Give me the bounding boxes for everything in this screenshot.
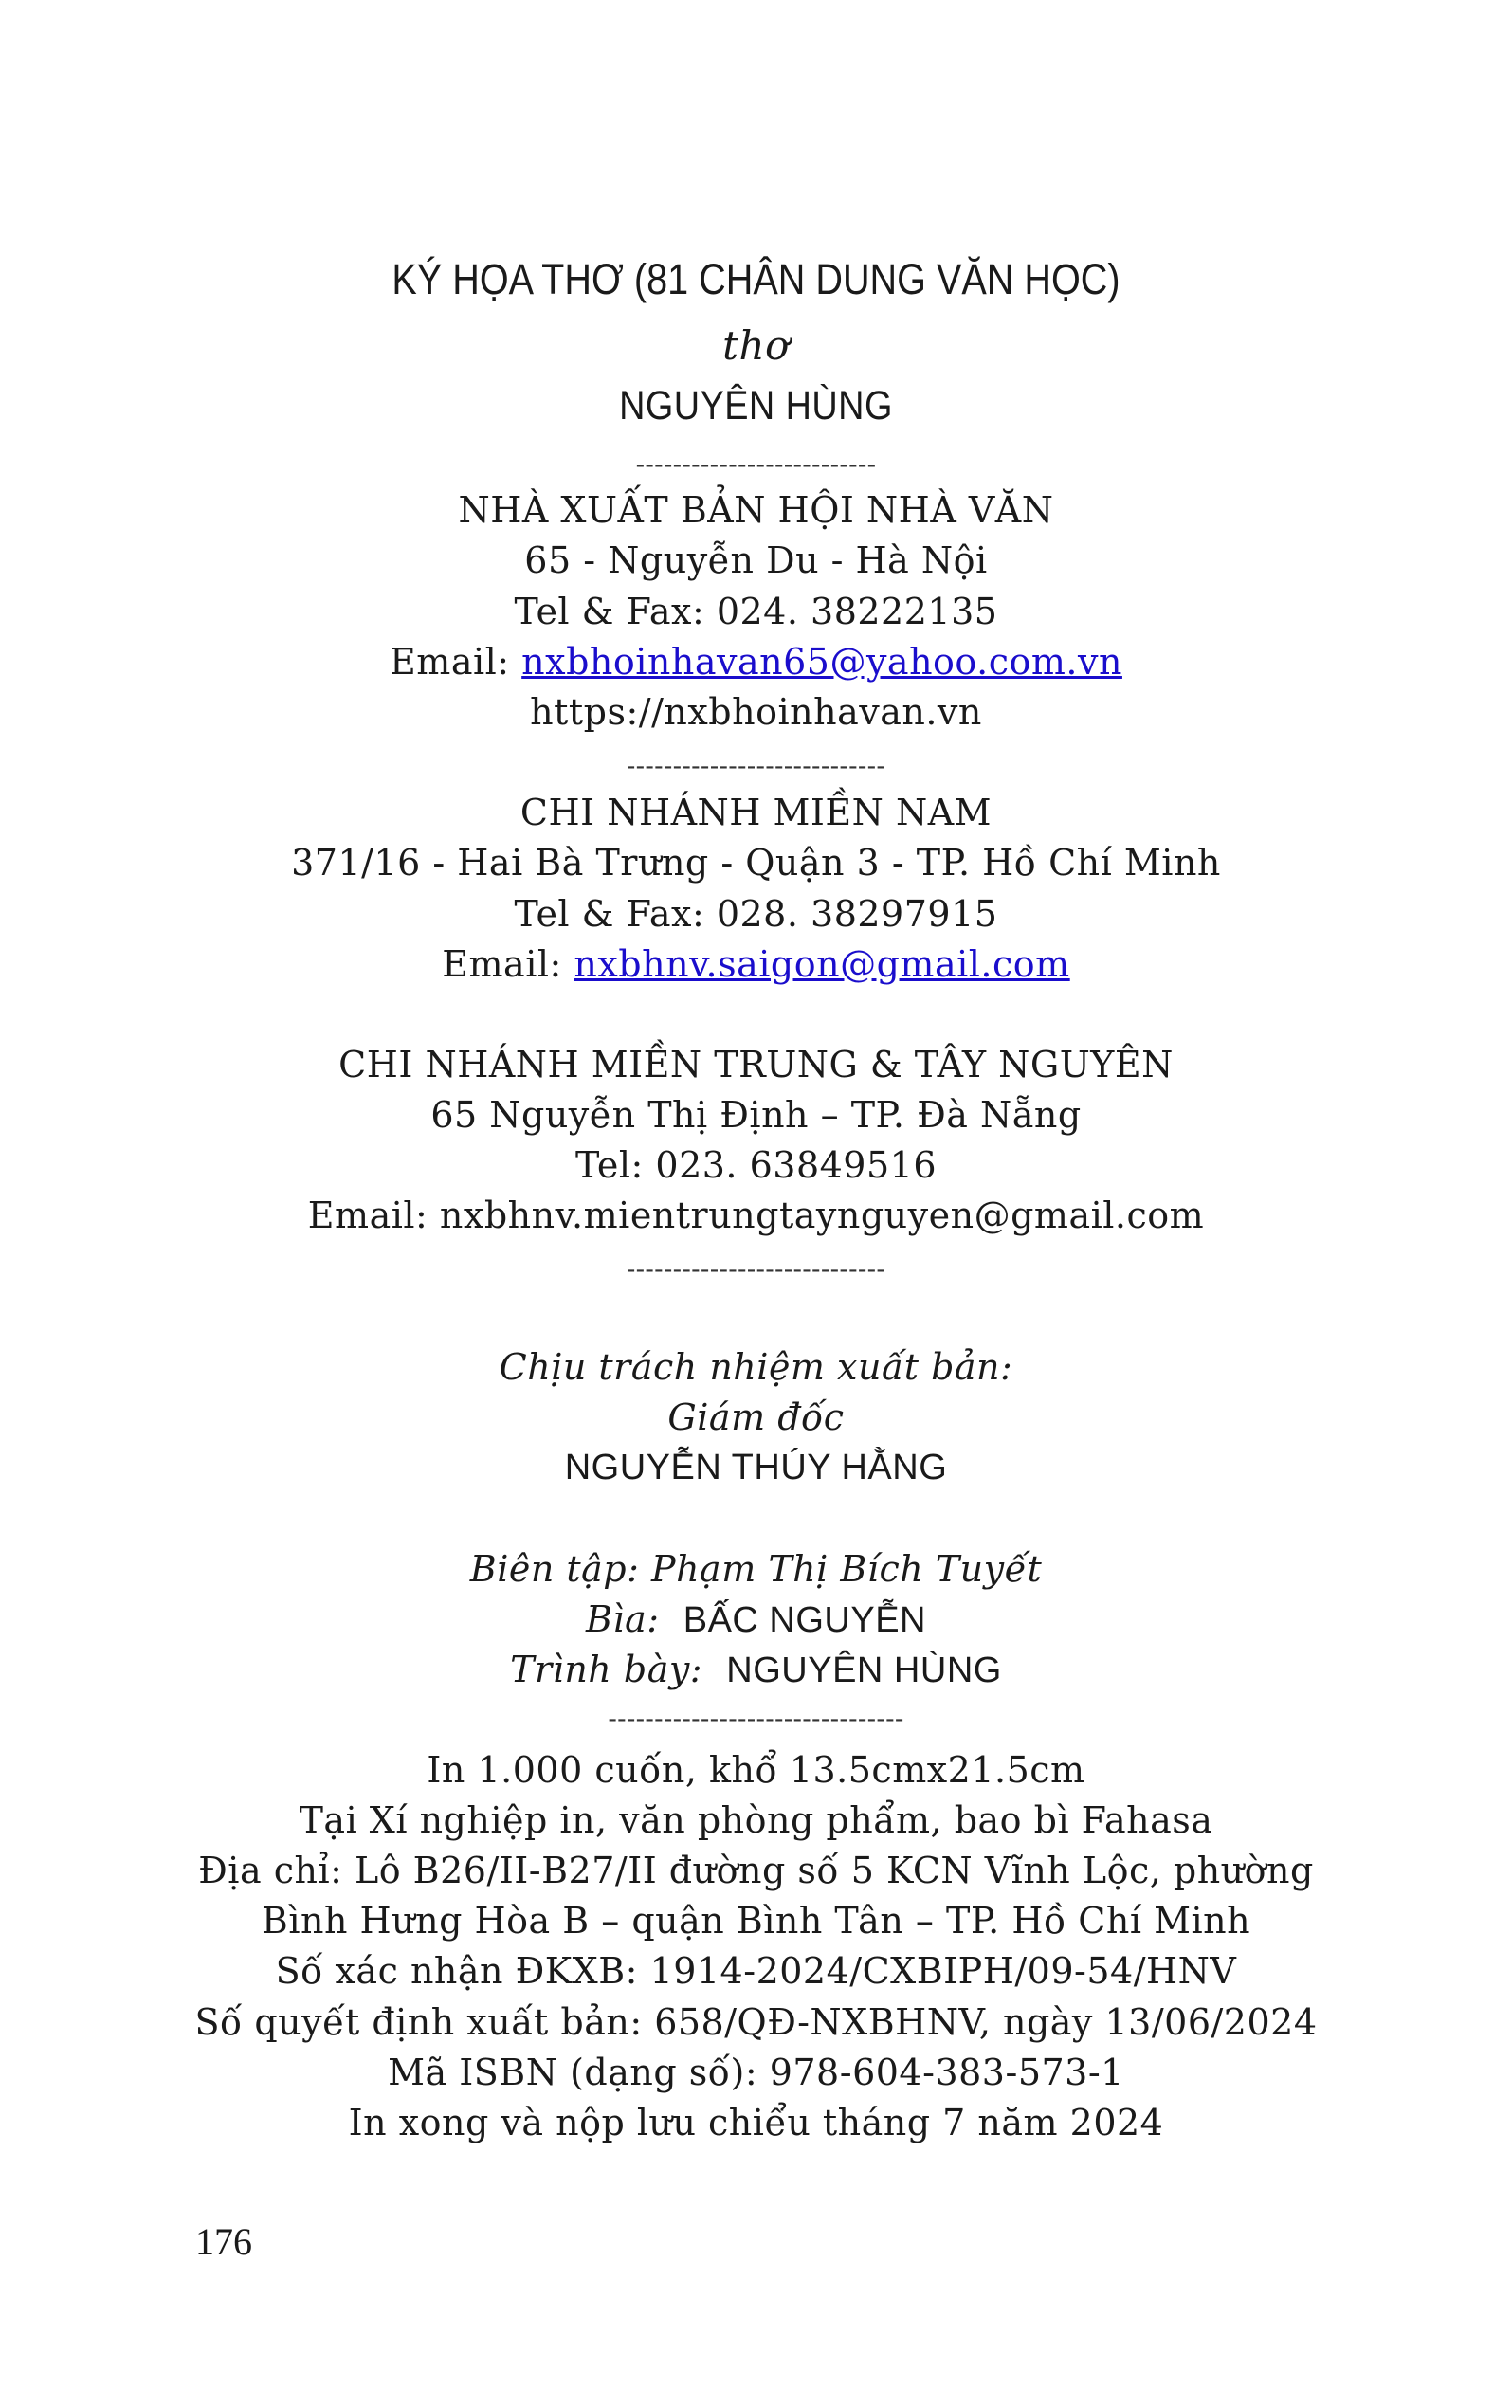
printing-line: Bình Hưng Hòa B – quận Bình Tân – TP. Hồ Chí Minh [261,1900,1251,1942]
central-branch-name: CHI NHÁNH MIỀN TRUNG & TÂY NGUYÊN [338,1044,1174,1085]
south-branch-email-line [0,940,1512,988]
book-genre: thơ [722,322,790,369]
cover-name: BẤC NGUYỄN [683,1600,926,1640]
printing-line: Tại Xí nghiệp in, văn phòng phẩm, bao bì Fahasa [299,1799,1213,1841]
layout-name: NGUYÊN HÙNG [726,1651,1002,1690]
page-number: 176 [195,2220,252,2263]
responsibility-name: NGUYỄN THÚY HẰNG [564,1448,948,1487]
publisher-address: 65 - Nguyễn Du - Hà Nội [524,539,988,581]
separator: -------------------------------- [608,1703,904,1734]
book-title: KÝ HỌA THƠ (81 CHÂN DUNG VĂN HỌC) [392,255,1120,303]
south-branch-address: 371/16 - Hai Bà Trưng - Quận 3 - TP. Hồ Chí Minh [291,842,1221,884]
south-branch-name: CHI NHÁNH MIỀN NAM [519,792,993,833]
publisher-name: NHÀ XUẤT BẢN HỘI NHÀ VĂN [458,489,1054,531]
layout-label: Trình bày: [510,1649,703,1690]
central-branch-tel: Tel: 023. 63849516 [574,1144,938,1186]
printing-line: Địa chỉ: Lô B26/II-B27/II đường số 5 KCN Vĩnh Lộc, phường [198,1850,1314,1891]
responsibility-role: Giám đốc [667,1396,845,1438]
layout-credit [0,1646,1512,1694]
printing-line: In 1.000 cuốn, khổ 13.5cmx21.5cm [427,1749,1085,1791]
separator: ---------------------------- [626,750,886,781]
cover-credit [0,1596,1512,1644]
printing-line: Số xác nhận ĐKXB: 1914-2024/CXBIPH/09-54/HNV [275,1950,1237,1992]
responsibility-label: Chịu trách nhiệm xuất bản: [499,1346,1013,1388]
central-branch-address: 65 Nguyễn Thị Định – TP. Đà Nẵng [430,1094,1082,1136]
editor-credit: Biên tập: Phạm Thị Bích Tuyết [469,1548,1043,1590]
book-author: NGUYÊN HÙNG [619,383,893,429]
publisher-email-line [0,638,1512,685]
south-branch-tel: Tel & Fax: 028. 38297915 [514,893,998,935]
email-label: Email: [442,943,574,985]
publisher-website: https://nxbhoinhavan.vn [530,691,982,733]
publisher-email-link[interactable]: nxbhoinhavan65@yahoo.com.vn [521,641,1122,683]
south-branch-email-link[interactable]: nxbhnv.saigon@gmail.com [574,943,1070,985]
cover-label: Bìa: [586,1598,660,1640]
central-branch-email: Email: nxbhnv.mientrungtaynguyen@gmail.com [307,1195,1205,1236]
printing-line: Số quyết định xuất bản: 658/QĐ-NXBHNV, ngày 13/06/2024 [194,2001,1318,2043]
printing-line: Mã ISBN (dạng số): 978-604-383-573-1 [388,2052,1124,2093]
email-label: Email: [390,641,522,683]
separator: -------------------------- [635,448,877,480]
separator: ---------------------------- [626,1253,886,1285]
publisher-tel: Tel & Fax: 024. 38222135 [514,591,998,632]
printing-line: In xong và nộp lưu chiểu tháng 7 năm 2024 [348,2102,1164,2143]
